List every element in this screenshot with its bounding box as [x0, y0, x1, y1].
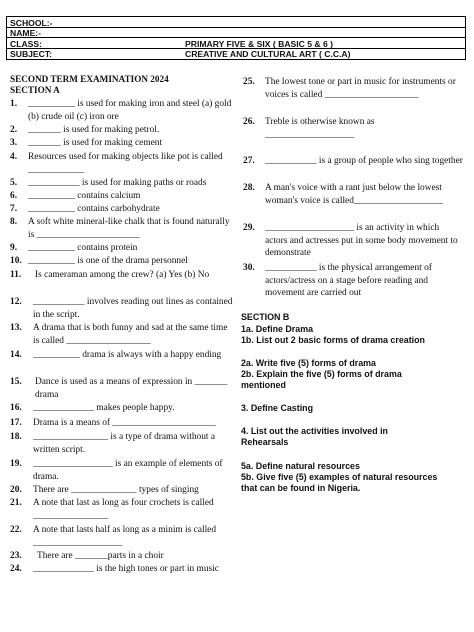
- section-b-question: 5a. Define natural resources: [241, 461, 360, 471]
- question: [241, 262, 463, 300]
- question: [10, 203, 160, 216]
- question-number: 13.: [10, 323, 22, 333]
- question-text: __________ is one of the drama personnel: [28, 256, 188, 266]
- question-text: ___________ is a group of people who sing together: [265, 156, 463, 166]
- question: [10, 137, 162, 150]
- question: [10, 190, 140, 203]
- name-label: NAME:-: [10, 28, 42, 39]
- question-number: 17.: [10, 418, 22, 428]
- question-number: 24.: [10, 564, 22, 574]
- question-text: Dance is used as a means of expression in _______ drama: [35, 377, 228, 400]
- question-text: Is cameraman among the crew? (a) Yes (b) No: [35, 270, 210, 280]
- question-number: 11.: [10, 270, 22, 280]
- question-text: ___________ is the physical arrangement of actors/actress on a stage before reading and movement are carried out: [265, 263, 432, 299]
- question-text: _____________ is the high tones or part in music: [33, 564, 219, 574]
- question: [10, 322, 233, 347]
- section-b-title: SECTION B: [241, 312, 290, 322]
- question-text: __________ drama is always with a happy ending: [33, 350, 222, 360]
- question-text: ________________ is a type of drama without a written script.: [33, 432, 216, 455]
- section-b-question: 4. List out the activities involved in Rehearsals: [241, 426, 388, 448]
- class-value: PRIMARY FIVE & SIX ( BASIC 5 & 6 ): [185, 38, 334, 49]
- question: [10, 177, 206, 190]
- section-b-question: 2b. Explain the five (5) forms of drama mentioned: [241, 369, 402, 391]
- question-number: 28.: [243, 183, 255, 193]
- question-number: 19.: [10, 459, 22, 469]
- section-a-title: SECTION A: [10, 85, 60, 95]
- question: [10, 98, 233, 123]
- question-number: 12.: [10, 297, 22, 307]
- question-number: 23.: [10, 551, 22, 561]
- question-number: 21.: [10, 498, 22, 508]
- section-b-question: 1b. List out 2 basic forms of drama creation: [241, 335, 425, 345]
- question-text: _______ is used for making cement: [28, 138, 163, 148]
- question: [241, 76, 463, 101]
- question-text: A soft white mineral-like chalk that is found naturally is ______________________: [28, 217, 230, 240]
- question-text: ___________________ is an activity in which actors and actresses put in some body movement to demonstrate: [265, 223, 458, 259]
- subject-row: [7, 49, 465, 60]
- question-text: A man's voice with a rant just below the lowest woman's voice is called___________________: [265, 183, 443, 206]
- question-number: 10.: [10, 256, 22, 266]
- section-b-question: 5b. Give five (5) examples of natural resources that can be found in Nigeria.: [241, 472, 438, 494]
- question-text: Treble is otherwise known as ___________________: [265, 117, 375, 140]
- question-text: _______ is used for making petrol.: [28, 125, 160, 135]
- question-text: __________ contains calcium: [28, 191, 141, 201]
- question: [10, 124, 159, 137]
- question: [10, 255, 188, 268]
- exam-title: SECOND TERM EXAMINATION 2024: [10, 74, 169, 84]
- question: [10, 216, 233, 241]
- question: [10, 376, 233, 401]
- school-row: [7, 17, 465, 28]
- question: [241, 182, 463, 207]
- question: [10, 151, 233, 176]
- question-text: There are _______parts in a choir: [37, 551, 164, 561]
- question: [10, 524, 233, 549]
- question: [10, 550, 164, 563]
- question-number: 8.: [10, 217, 18, 227]
- question-number: 29.: [243, 223, 255, 233]
- question-text: The lowest tone or part in music for instruments or voices is called ____________________: [265, 77, 456, 100]
- question-number: 16.: [10, 403, 22, 413]
- section-b-question: 3. Define Casting: [241, 403, 314, 413]
- question: [10, 296, 233, 321]
- section-b-question: 2a. Write five (5) forms of drama: [241, 358, 376, 368]
- question-number: 30.: [243, 263, 255, 273]
- question-number: 2.: [10, 125, 18, 135]
- question-text: ___________ is used for making paths or roads: [28, 178, 207, 188]
- question-number: 27.: [243, 156, 255, 166]
- question-number: 3.: [10, 138, 18, 148]
- question-number: 6.: [10, 191, 18, 201]
- question-number: 18.: [10, 432, 22, 442]
- subject-label: SUBJECT:: [10, 49, 53, 60]
- question-text: ___________ involves reading out lines as contained in the script.: [33, 297, 233, 320]
- question-number: 25.: [243, 77, 255, 87]
- question: [10, 242, 137, 255]
- question-number: 22.: [10, 525, 22, 535]
- question: [241, 155, 463, 168]
- question-number: 15.: [10, 377, 22, 387]
- question-text: __________ contains protein: [28, 243, 138, 253]
- question-number: 26.: [243, 117, 255, 127]
- question: [10, 431, 233, 456]
- question-text: A note that last as long as four crochets is called ________________: [33, 498, 214, 521]
- question-text: Resources used for making objects like pot is called ____________: [28, 152, 223, 175]
- question: [10, 458, 233, 483]
- question-text: A drama that is both funny and sad at the same time is called __________________: [33, 323, 228, 346]
- question-text: A note that lasts half as long as a minim is called ___________________: [33, 525, 217, 548]
- question-number: 5.: [10, 178, 18, 188]
- question: [241, 222, 463, 260]
- header-table: [6, 16, 466, 60]
- question-text: Drama is a means of ______________________: [33, 418, 216, 428]
- question-number: 1.: [10, 99, 18, 109]
- question-text: _____________ makes people happy.: [33, 403, 175, 413]
- class-row: [7, 38, 465, 49]
- question-number: 7.: [10, 204, 18, 214]
- question: [10, 497, 233, 522]
- question-text: __________ contains carbohydrate: [28, 204, 160, 214]
- class-label: CLASS:: [10, 38, 42, 49]
- question-number: 14.: [10, 350, 22, 360]
- question-number: 9.: [10, 243, 18, 253]
- question: [241, 116, 463, 141]
- question-text: There are ______________ types of singing: [33, 485, 199, 495]
- school-label: SCHOOL:-: [10, 17, 53, 28]
- question-text: _________________ is an example of elements of drama.: [33, 459, 223, 482]
- subject-value: CREATIVE AND CULTURAL ART ( C.C.A): [185, 49, 351, 60]
- question: [10, 349, 221, 362]
- question: [10, 402, 175, 415]
- name-row: [7, 28, 465, 39]
- question: [10, 417, 216, 430]
- question-text: __________ is used for making iron and steel (a) gold (b) crude oil (c) iron ore: [28, 99, 232, 122]
- question: [10, 563, 219, 576]
- question-number: 20.: [10, 485, 22, 495]
- question-number: 4.: [10, 152, 18, 162]
- section-b-question: 1a. Define Drama: [241, 324, 314, 334]
- question: [10, 484, 199, 497]
- question: [10, 269, 209, 282]
